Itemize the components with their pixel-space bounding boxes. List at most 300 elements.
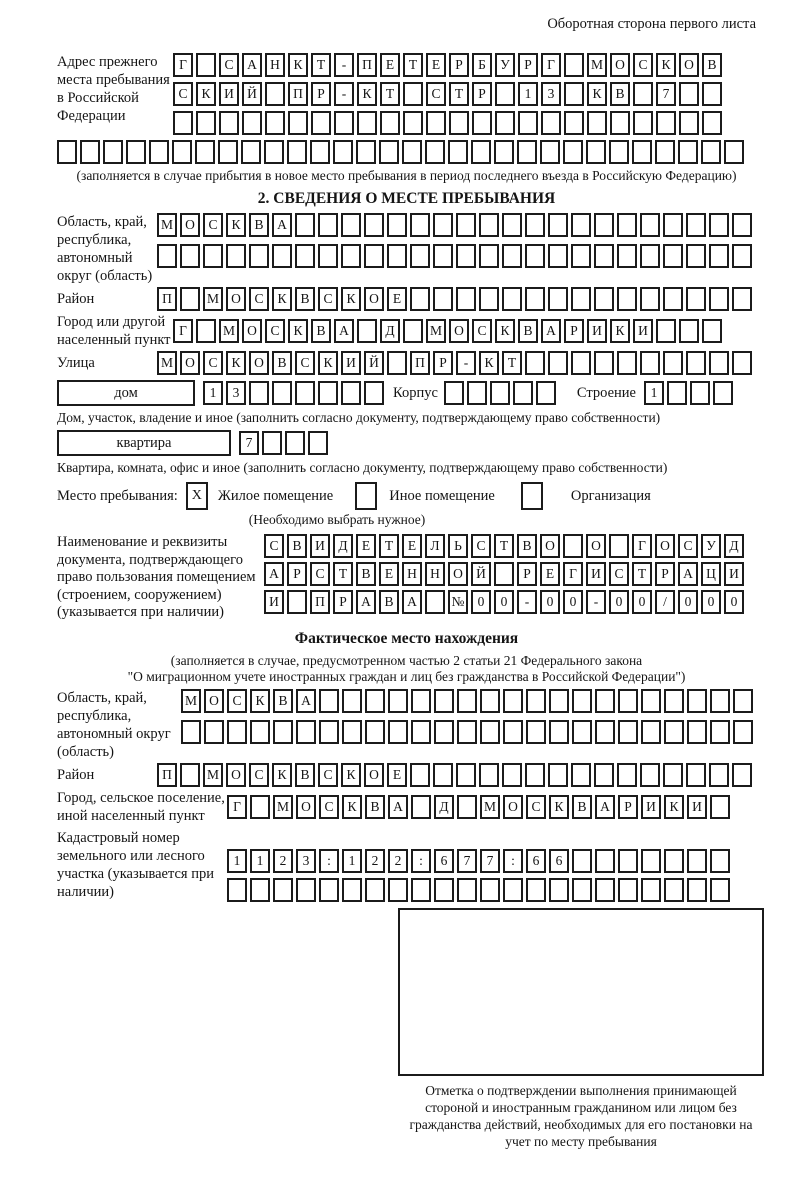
char-cell[interactable]: Р bbox=[564, 319, 584, 343]
char-cell[interactable] bbox=[181, 720, 201, 744]
char-cell[interactable] bbox=[513, 381, 533, 405]
char-cell[interactable]: Г bbox=[173, 319, 193, 343]
char-cell[interactable]: - bbox=[517, 590, 537, 614]
char-cell[interactable] bbox=[709, 763, 729, 787]
char-cell[interactable] bbox=[403, 319, 423, 343]
char-cell[interactable]: Т bbox=[379, 534, 399, 558]
char-cell[interactable] bbox=[686, 763, 706, 787]
char-cell[interactable] bbox=[571, 763, 591, 787]
char-cell[interactable]: К bbox=[357, 82, 377, 106]
char-cell[interactable] bbox=[686, 287, 706, 311]
char-cell[interactable]: 6 bbox=[526, 849, 546, 873]
char-cell[interactable] bbox=[411, 720, 431, 744]
char-cell[interactable]: В bbox=[517, 534, 537, 558]
char-cell[interactable] bbox=[686, 213, 706, 237]
char-cell[interactable]: Р bbox=[449, 53, 469, 77]
char-cell[interactable]: - bbox=[456, 351, 476, 375]
char-cell[interactable]: В bbox=[365, 795, 385, 819]
char-cell[interactable] bbox=[449, 111, 469, 135]
char-cell[interactable]: 2 bbox=[273, 849, 293, 873]
char-cell[interactable] bbox=[549, 689, 569, 713]
char-cell[interactable] bbox=[457, 720, 477, 744]
char-cell[interactable] bbox=[172, 140, 192, 164]
char-cell[interactable]: С bbox=[203, 351, 223, 375]
char-cell[interactable] bbox=[264, 140, 284, 164]
char-cell[interactable]: Й bbox=[471, 562, 491, 586]
char-cell[interactable] bbox=[195, 140, 215, 164]
char-cell[interactable] bbox=[595, 720, 615, 744]
char-cell[interactable]: К bbox=[226, 351, 246, 375]
char-cell[interactable] bbox=[467, 381, 487, 405]
char-cell[interactable]: К bbox=[341, 287, 361, 311]
char-cell[interactable]: В bbox=[295, 763, 315, 787]
char-cell[interactable]: М bbox=[157, 351, 177, 375]
char-cell[interactable] bbox=[595, 849, 615, 873]
char-cell[interactable] bbox=[502, 287, 522, 311]
char-cell[interactable] bbox=[472, 111, 492, 135]
char-cell[interactable]: К bbox=[288, 319, 308, 343]
char-cell[interactable] bbox=[495, 111, 515, 135]
char-cell[interactable]: А bbox=[296, 689, 316, 713]
char-cell[interactable] bbox=[564, 53, 584, 77]
char-cell[interactable] bbox=[536, 381, 556, 405]
char-cell[interactable]: О bbox=[180, 351, 200, 375]
char-cell[interactable] bbox=[285, 431, 305, 455]
char-cell[interactable] bbox=[503, 689, 523, 713]
char-cell[interactable] bbox=[640, 213, 660, 237]
char-cell[interactable] bbox=[571, 287, 591, 311]
char-cell[interactable]: М bbox=[273, 795, 293, 819]
char-cell[interactable]: Т bbox=[502, 351, 522, 375]
char-cell[interactable] bbox=[295, 244, 315, 268]
char-cell[interactable]: К bbox=[549, 795, 569, 819]
char-cell[interactable] bbox=[287, 140, 307, 164]
char-cell[interactable]: О bbox=[242, 319, 262, 343]
char-cell[interactable]: С bbox=[319, 795, 339, 819]
char-cell[interactable] bbox=[387, 244, 407, 268]
char-cell[interactable] bbox=[610, 111, 630, 135]
char-cell[interactable]: 7 bbox=[480, 849, 500, 873]
char-cell[interactable] bbox=[663, 244, 683, 268]
char-cell[interactable] bbox=[402, 140, 422, 164]
char-cell[interactable]: О bbox=[449, 319, 469, 343]
char-cell[interactable] bbox=[249, 244, 269, 268]
char-cell[interactable]: Е bbox=[379, 562, 399, 586]
char-cell[interactable] bbox=[318, 381, 338, 405]
char-cell[interactable]: М bbox=[157, 213, 177, 237]
char-cell[interactable]: С bbox=[310, 562, 330, 586]
char-cell[interactable]: 0 bbox=[701, 590, 721, 614]
char-cell[interactable]: Р bbox=[618, 795, 638, 819]
char-cell[interactable] bbox=[219, 111, 239, 135]
char-cell[interactable]: О bbox=[448, 562, 468, 586]
char-cell[interactable]: Т bbox=[311, 53, 331, 77]
char-cell[interactable] bbox=[525, 244, 545, 268]
char-cell[interactable] bbox=[226, 244, 246, 268]
char-cell[interactable]: Р bbox=[518, 53, 538, 77]
char-cell[interactable] bbox=[687, 689, 707, 713]
char-cell[interactable]: С bbox=[609, 562, 629, 586]
char-cell[interactable]: Д bbox=[434, 795, 454, 819]
char-cell[interactable]: П bbox=[310, 590, 330, 614]
char-cell[interactable] bbox=[433, 287, 453, 311]
char-cell[interactable]: Р bbox=[287, 562, 307, 586]
char-cell[interactable]: К bbox=[250, 689, 270, 713]
char-cell[interactable] bbox=[334, 111, 354, 135]
char-cell[interactable]: П bbox=[157, 287, 177, 311]
char-cell[interactable] bbox=[272, 244, 292, 268]
char-cell[interactable] bbox=[434, 689, 454, 713]
char-cell[interactable] bbox=[227, 720, 247, 744]
char-cell[interactable] bbox=[410, 213, 430, 237]
char-cell[interactable] bbox=[594, 244, 614, 268]
char-cell[interactable] bbox=[664, 689, 684, 713]
char-cell[interactable] bbox=[641, 720, 661, 744]
char-cell[interactable]: Р bbox=[655, 562, 675, 586]
char-cell[interactable]: 0 bbox=[724, 590, 744, 614]
char-cell[interactable]: Б bbox=[472, 53, 492, 77]
char-cell[interactable]: 7 bbox=[239, 431, 259, 455]
char-cell[interactable]: Д bbox=[724, 534, 744, 558]
char-cell[interactable]: - bbox=[334, 53, 354, 77]
char-cell[interactable] bbox=[549, 720, 569, 744]
char-cell[interactable] bbox=[364, 244, 384, 268]
char-cell[interactable]: К bbox=[610, 319, 630, 343]
char-cell[interactable] bbox=[342, 689, 362, 713]
char-cell[interactable] bbox=[617, 351, 637, 375]
char-cell[interactable]: М bbox=[203, 287, 223, 311]
char-cell[interactable] bbox=[572, 878, 592, 902]
char-cell[interactable]: С bbox=[249, 287, 269, 311]
char-cell[interactable] bbox=[663, 213, 683, 237]
char-cell[interactable] bbox=[502, 763, 522, 787]
char-cell[interactable]: А bbox=[242, 53, 262, 77]
char-cell[interactable]: А bbox=[264, 562, 284, 586]
char-cell[interactable] bbox=[388, 720, 408, 744]
char-cell[interactable] bbox=[180, 287, 200, 311]
char-cell[interactable] bbox=[295, 381, 315, 405]
char-cell[interactable] bbox=[640, 351, 660, 375]
char-cell[interactable] bbox=[410, 244, 430, 268]
char-cell[interactable] bbox=[357, 319, 377, 343]
char-cell[interactable] bbox=[541, 111, 561, 135]
char-cell[interactable] bbox=[655, 140, 675, 164]
char-cell[interactable] bbox=[618, 878, 638, 902]
char-cell[interactable]: К bbox=[656, 53, 676, 77]
char-cell[interactable] bbox=[656, 319, 676, 343]
char-cell[interactable] bbox=[319, 720, 339, 744]
char-cell[interactable] bbox=[310, 140, 330, 164]
char-cell[interactable] bbox=[640, 287, 660, 311]
char-cell[interactable]: С bbox=[426, 82, 446, 106]
char-cell[interactable]: В bbox=[702, 53, 722, 77]
char-cell[interactable]: В bbox=[287, 534, 307, 558]
char-cell[interactable] bbox=[480, 878, 500, 902]
char-cell[interactable] bbox=[679, 111, 699, 135]
char-cell[interactable] bbox=[571, 244, 591, 268]
char-cell[interactable] bbox=[710, 689, 730, 713]
char-cell[interactable] bbox=[687, 720, 707, 744]
char-cell[interactable] bbox=[364, 381, 384, 405]
char-cell[interactable] bbox=[564, 111, 584, 135]
char-cell[interactable] bbox=[433, 213, 453, 237]
char-cell[interactable]: 1 bbox=[227, 849, 247, 873]
char-cell[interactable] bbox=[617, 763, 637, 787]
char-cell[interactable]: И bbox=[219, 82, 239, 106]
char-cell[interactable] bbox=[149, 140, 169, 164]
char-cell[interactable]: К bbox=[587, 82, 607, 106]
char-cell[interactable]: 0 bbox=[678, 590, 698, 614]
char-cell[interactable]: И bbox=[633, 319, 653, 343]
char-cell[interactable]: Т bbox=[449, 82, 469, 106]
char-cell[interactable] bbox=[341, 381, 361, 405]
char-cell[interactable] bbox=[365, 720, 385, 744]
char-cell[interactable] bbox=[640, 763, 660, 787]
char-cell[interactable]: В bbox=[518, 319, 538, 343]
char-cell[interactable] bbox=[444, 381, 464, 405]
char-cell[interactable]: Р bbox=[433, 351, 453, 375]
char-cell[interactable] bbox=[563, 534, 583, 558]
char-cell[interactable] bbox=[641, 689, 661, 713]
char-cell[interactable]: 0 bbox=[540, 590, 560, 614]
char-cell[interactable]: 0 bbox=[494, 590, 514, 614]
char-cell[interactable] bbox=[595, 878, 615, 902]
char-cell[interactable]: Г bbox=[227, 795, 247, 819]
char-cell[interactable] bbox=[342, 878, 362, 902]
char-cell[interactable] bbox=[549, 878, 569, 902]
char-cell[interactable]: 1 bbox=[250, 849, 270, 873]
char-cell[interactable] bbox=[594, 351, 614, 375]
char-cell[interactable] bbox=[571, 213, 591, 237]
char-cell[interactable] bbox=[502, 244, 522, 268]
char-cell[interactable] bbox=[548, 213, 568, 237]
char-cell[interactable]: О bbox=[226, 763, 246, 787]
char-cell[interactable] bbox=[273, 878, 293, 902]
char-cell[interactable]: 0 bbox=[563, 590, 583, 614]
residence-checkbox-inoe[interactable] bbox=[355, 482, 377, 510]
char-cell[interactable] bbox=[434, 720, 454, 744]
char-cell[interactable]: В bbox=[272, 351, 292, 375]
char-cell[interactable]: С bbox=[633, 53, 653, 77]
char-cell[interactable] bbox=[319, 878, 339, 902]
char-cell[interactable] bbox=[456, 287, 476, 311]
char-cell[interactable] bbox=[732, 287, 752, 311]
char-cell[interactable] bbox=[502, 213, 522, 237]
char-cell[interactable]: О bbox=[540, 534, 560, 558]
char-cell[interactable]: Е bbox=[402, 534, 422, 558]
char-cell[interactable] bbox=[180, 763, 200, 787]
char-cell[interactable] bbox=[525, 287, 545, 311]
char-cell[interactable]: К bbox=[495, 319, 515, 343]
char-cell[interactable] bbox=[411, 689, 431, 713]
char-cell[interactable]: Г bbox=[541, 53, 561, 77]
char-cell[interactable] bbox=[457, 689, 477, 713]
char-cell[interactable] bbox=[733, 720, 753, 744]
char-cell[interactable]: Д bbox=[333, 534, 353, 558]
char-cell[interactable] bbox=[318, 244, 338, 268]
char-cell[interactable]: : bbox=[319, 849, 339, 873]
char-cell[interactable]: С bbox=[249, 763, 269, 787]
char-cell[interactable] bbox=[709, 351, 729, 375]
char-cell[interactable] bbox=[548, 763, 568, 787]
char-cell[interactable]: 2 bbox=[388, 849, 408, 873]
char-cell[interactable] bbox=[273, 720, 293, 744]
char-cell[interactable]: К bbox=[226, 213, 246, 237]
char-cell[interactable] bbox=[287, 590, 307, 614]
char-cell[interactable] bbox=[732, 244, 752, 268]
char-cell[interactable]: А bbox=[356, 590, 376, 614]
char-cell[interactable]: С bbox=[318, 287, 338, 311]
char-cell[interactable]: Г bbox=[173, 53, 193, 77]
char-cell[interactable] bbox=[663, 351, 683, 375]
char-cell[interactable] bbox=[526, 720, 546, 744]
char-cell[interactable] bbox=[679, 319, 699, 343]
char-cell[interactable]: О bbox=[364, 763, 384, 787]
char-cell[interactable] bbox=[296, 720, 316, 744]
char-cell[interactable]: К bbox=[342, 795, 362, 819]
char-cell[interactable]: О bbox=[364, 287, 384, 311]
char-cell[interactable]: 1 bbox=[644, 381, 664, 405]
char-cell[interactable]: И bbox=[310, 534, 330, 558]
char-cell[interactable] bbox=[403, 82, 423, 106]
char-cell[interactable]: А bbox=[678, 562, 698, 586]
char-cell[interactable]: К bbox=[479, 351, 499, 375]
char-cell[interactable]: У bbox=[701, 534, 721, 558]
char-cell[interactable]: - bbox=[586, 590, 606, 614]
char-cell[interactable] bbox=[687, 878, 707, 902]
char-cell[interactable]: М bbox=[203, 763, 223, 787]
char-cell[interactable]: М bbox=[480, 795, 500, 819]
char-cell[interactable]: В bbox=[610, 82, 630, 106]
char-cell[interactable]: 6 bbox=[549, 849, 569, 873]
char-cell[interactable] bbox=[503, 720, 523, 744]
char-cell[interactable]: П bbox=[157, 763, 177, 787]
char-cell[interactable] bbox=[311, 111, 331, 135]
char-cell[interactable] bbox=[548, 351, 568, 375]
char-cell[interactable] bbox=[410, 287, 430, 311]
char-cell[interactable] bbox=[479, 287, 499, 311]
char-cell[interactable]: С bbox=[526, 795, 546, 819]
char-cell[interactable] bbox=[709, 213, 729, 237]
char-cell[interactable]: Т bbox=[632, 562, 652, 586]
char-cell[interactable] bbox=[618, 689, 638, 713]
char-cell[interactable] bbox=[664, 849, 684, 873]
char-cell[interactable] bbox=[702, 111, 722, 135]
char-cell[interactable] bbox=[288, 111, 308, 135]
char-cell[interactable] bbox=[173, 111, 193, 135]
char-cell[interactable] bbox=[518, 111, 538, 135]
char-cell[interactable] bbox=[594, 213, 614, 237]
char-cell[interactable] bbox=[241, 140, 261, 164]
char-cell[interactable] bbox=[686, 244, 706, 268]
char-cell[interactable]: А bbox=[402, 590, 422, 614]
char-cell[interactable]: Н bbox=[265, 53, 285, 77]
char-cell[interactable]: Й bbox=[242, 82, 262, 106]
char-cell[interactable] bbox=[380, 111, 400, 135]
char-cell[interactable]: В bbox=[273, 689, 293, 713]
char-cell[interactable] bbox=[262, 431, 282, 455]
char-cell[interactable]: - bbox=[334, 82, 354, 106]
char-cell[interactable] bbox=[563, 140, 583, 164]
char-cell[interactable]: К bbox=[318, 351, 338, 375]
char-cell[interactable]: В bbox=[356, 562, 376, 586]
char-cell[interactable] bbox=[388, 878, 408, 902]
char-cell[interactable] bbox=[572, 689, 592, 713]
char-cell[interactable] bbox=[265, 111, 285, 135]
char-cell[interactable] bbox=[265, 82, 285, 106]
char-cell[interactable]: П bbox=[357, 53, 377, 77]
char-cell[interactable] bbox=[308, 431, 328, 455]
char-cell[interactable] bbox=[702, 82, 722, 106]
char-cell[interactable] bbox=[609, 534, 629, 558]
char-cell[interactable]: С bbox=[173, 82, 193, 106]
char-cell[interactable]: В bbox=[379, 590, 399, 614]
char-cell[interactable]: А bbox=[388, 795, 408, 819]
char-cell[interactable]: Р bbox=[472, 82, 492, 106]
char-cell[interactable] bbox=[250, 795, 270, 819]
char-cell[interactable]: Р bbox=[333, 590, 353, 614]
char-cell[interactable] bbox=[710, 720, 730, 744]
char-cell[interactable] bbox=[618, 849, 638, 873]
char-cell[interactable] bbox=[664, 720, 684, 744]
char-cell[interactable]: У bbox=[495, 53, 515, 77]
char-cell[interactable] bbox=[732, 351, 752, 375]
char-cell[interactable]: О bbox=[296, 795, 316, 819]
char-cell[interactable]: И bbox=[724, 562, 744, 586]
char-cell[interactable] bbox=[687, 849, 707, 873]
char-cell[interactable] bbox=[609, 140, 629, 164]
char-cell[interactable]: М bbox=[426, 319, 446, 343]
char-cell[interactable] bbox=[724, 140, 744, 164]
char-cell[interactable] bbox=[710, 849, 730, 873]
char-cell[interactable] bbox=[456, 213, 476, 237]
char-cell[interactable] bbox=[686, 351, 706, 375]
char-cell[interactable] bbox=[425, 140, 445, 164]
char-cell[interactable]: О bbox=[226, 287, 246, 311]
char-cell[interactable]: П bbox=[288, 82, 308, 106]
char-cell[interactable] bbox=[595, 689, 615, 713]
char-cell[interactable]: 3 bbox=[541, 82, 561, 106]
char-cell[interactable] bbox=[587, 111, 607, 135]
char-cell[interactable] bbox=[710, 878, 730, 902]
char-cell[interactable]: О bbox=[180, 213, 200, 237]
residence-checkbox-org[interactable] bbox=[521, 482, 543, 510]
char-cell[interactable] bbox=[679, 82, 699, 106]
char-cell[interactable]: В bbox=[295, 287, 315, 311]
char-cell[interactable] bbox=[571, 351, 591, 375]
char-cell[interactable] bbox=[479, 213, 499, 237]
char-cell[interactable]: И bbox=[587, 319, 607, 343]
char-cell[interactable] bbox=[667, 381, 687, 405]
char-cell[interactable] bbox=[633, 111, 653, 135]
char-cell[interactable]: 0 bbox=[632, 590, 652, 614]
char-cell[interactable] bbox=[540, 140, 560, 164]
char-cell[interactable] bbox=[526, 689, 546, 713]
char-cell[interactable] bbox=[525, 351, 545, 375]
char-cell[interactable] bbox=[242, 111, 262, 135]
char-cell[interactable]: О bbox=[610, 53, 630, 77]
char-cell[interactable]: С bbox=[264, 534, 284, 558]
char-cell[interactable]: К bbox=[341, 763, 361, 787]
char-cell[interactable]: Е bbox=[426, 53, 446, 77]
char-cell[interactable] bbox=[586, 140, 606, 164]
char-cell[interactable] bbox=[426, 111, 446, 135]
char-cell[interactable]: : bbox=[411, 849, 431, 873]
char-cell[interactable]: К bbox=[664, 795, 684, 819]
char-cell[interactable] bbox=[341, 213, 361, 237]
char-cell[interactable] bbox=[479, 244, 499, 268]
char-cell[interactable] bbox=[318, 213, 338, 237]
